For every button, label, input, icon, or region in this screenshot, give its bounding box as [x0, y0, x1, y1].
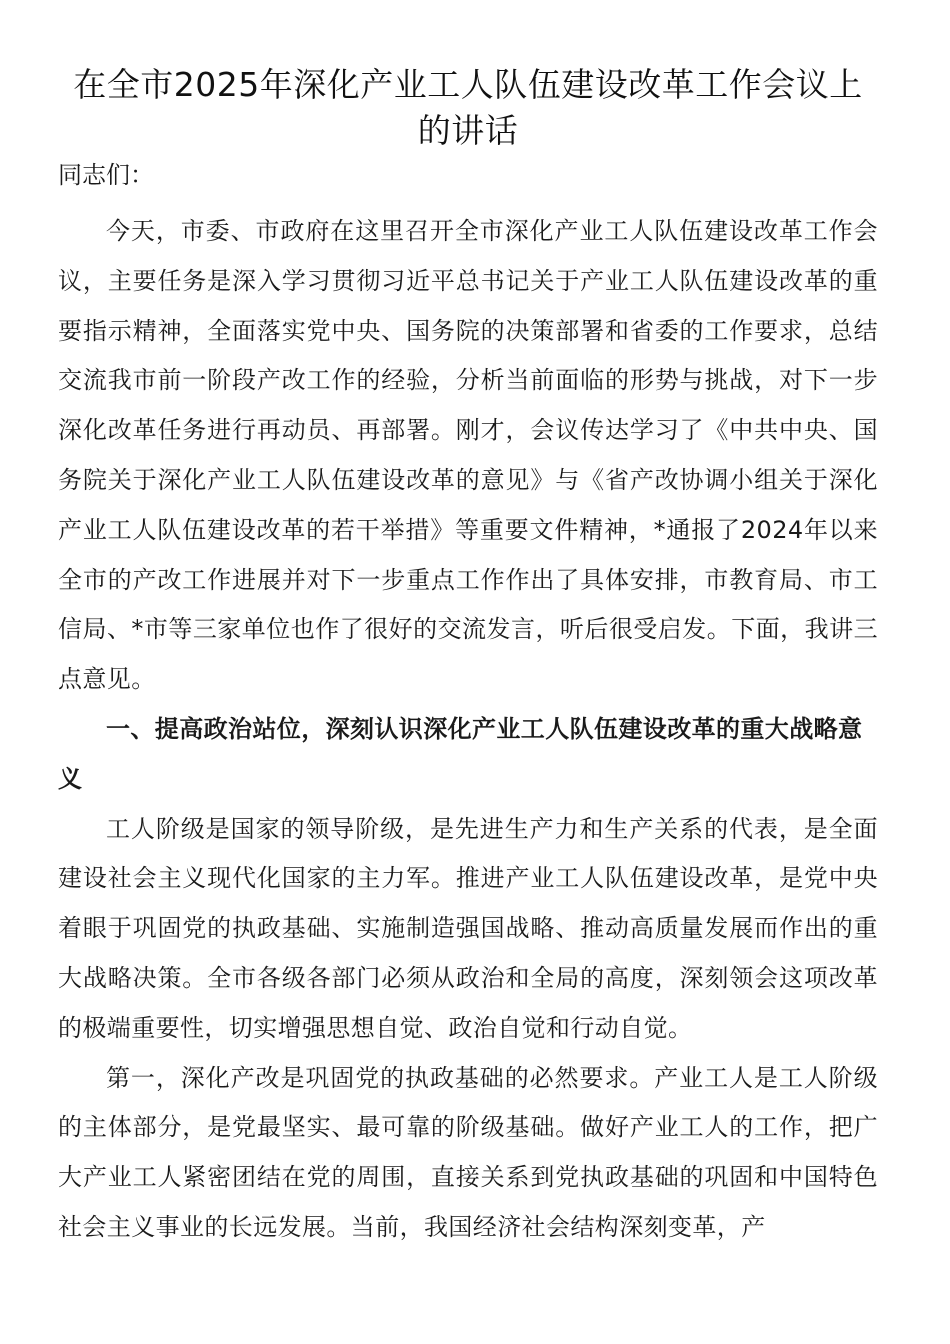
section-paragraph: 第一，深化产改是巩固党的执政基础的必然要求。产业工人是工人阶级的主体部分，是党最坚实、最可靠的阶级基础。做好产业工人的工作，把广大产业工人紧密团结在党的周围，直接关系到党执政基础的巩固和中国特色社会主义事业的长远发展。当前，我国经济社会结构深刻变革，产	[58, 1063, 878, 1241]
intro-paragraph: 今天，市委、市政府在这里召开全市深化产业工人队伍建设改革工作会议，主要任务是深入学习贯彻习近平总书记关于产业工人队伍建设改革的重要指示精神，全面落实党中央、国务院的决策部署和省委的工作要求，总结交流我市前一阶段产改工作的经验，分析当前面临的形势与挑战，对下一步深化改革任务进行再动员、再部署。刚才，会议传达学习了《中共中央、国务院关于深化产业工人队伍建设改革的意见》与《省产改协调小组关于深化产业工人队伍建设改革的若干举措》等重要文件精神，*通报了2024年以来全市的产改工作进展并对下一步重点工作作出了具体安排，市教育局、市工信局、*市等三家单位也作了很好的交流发言，听后很受启发。下面，我讲三点意见。	[58, 217, 878, 694]
section-paragraph: 工人阶级是国家的领导阶级，是先进生产力和生产关系的代表，是全面建设社会主义现代化国家的主力军。推进产业工人队伍建设改革，是党中央着眼于巩固党的执政基础、实施制造强国战略、推动高质量发展而作出的重大战略决策。全市各级各部门必须从政治和全局的高度，深刻领会这项改革的极端重要性，切实增强思想自觉、政治自觉和行动自觉。	[58, 814, 878, 1042]
salutation: 同志们：	[58, 161, 154, 189]
document-title: 在全市2025年深化产业工人队伍建设改革工作会议上的讲话	[73, 65, 863, 150]
section-heading: 一、提高政治站位，深刻认识深化产业工人队伍建设改革的重大战略意义	[58, 714, 863, 793]
